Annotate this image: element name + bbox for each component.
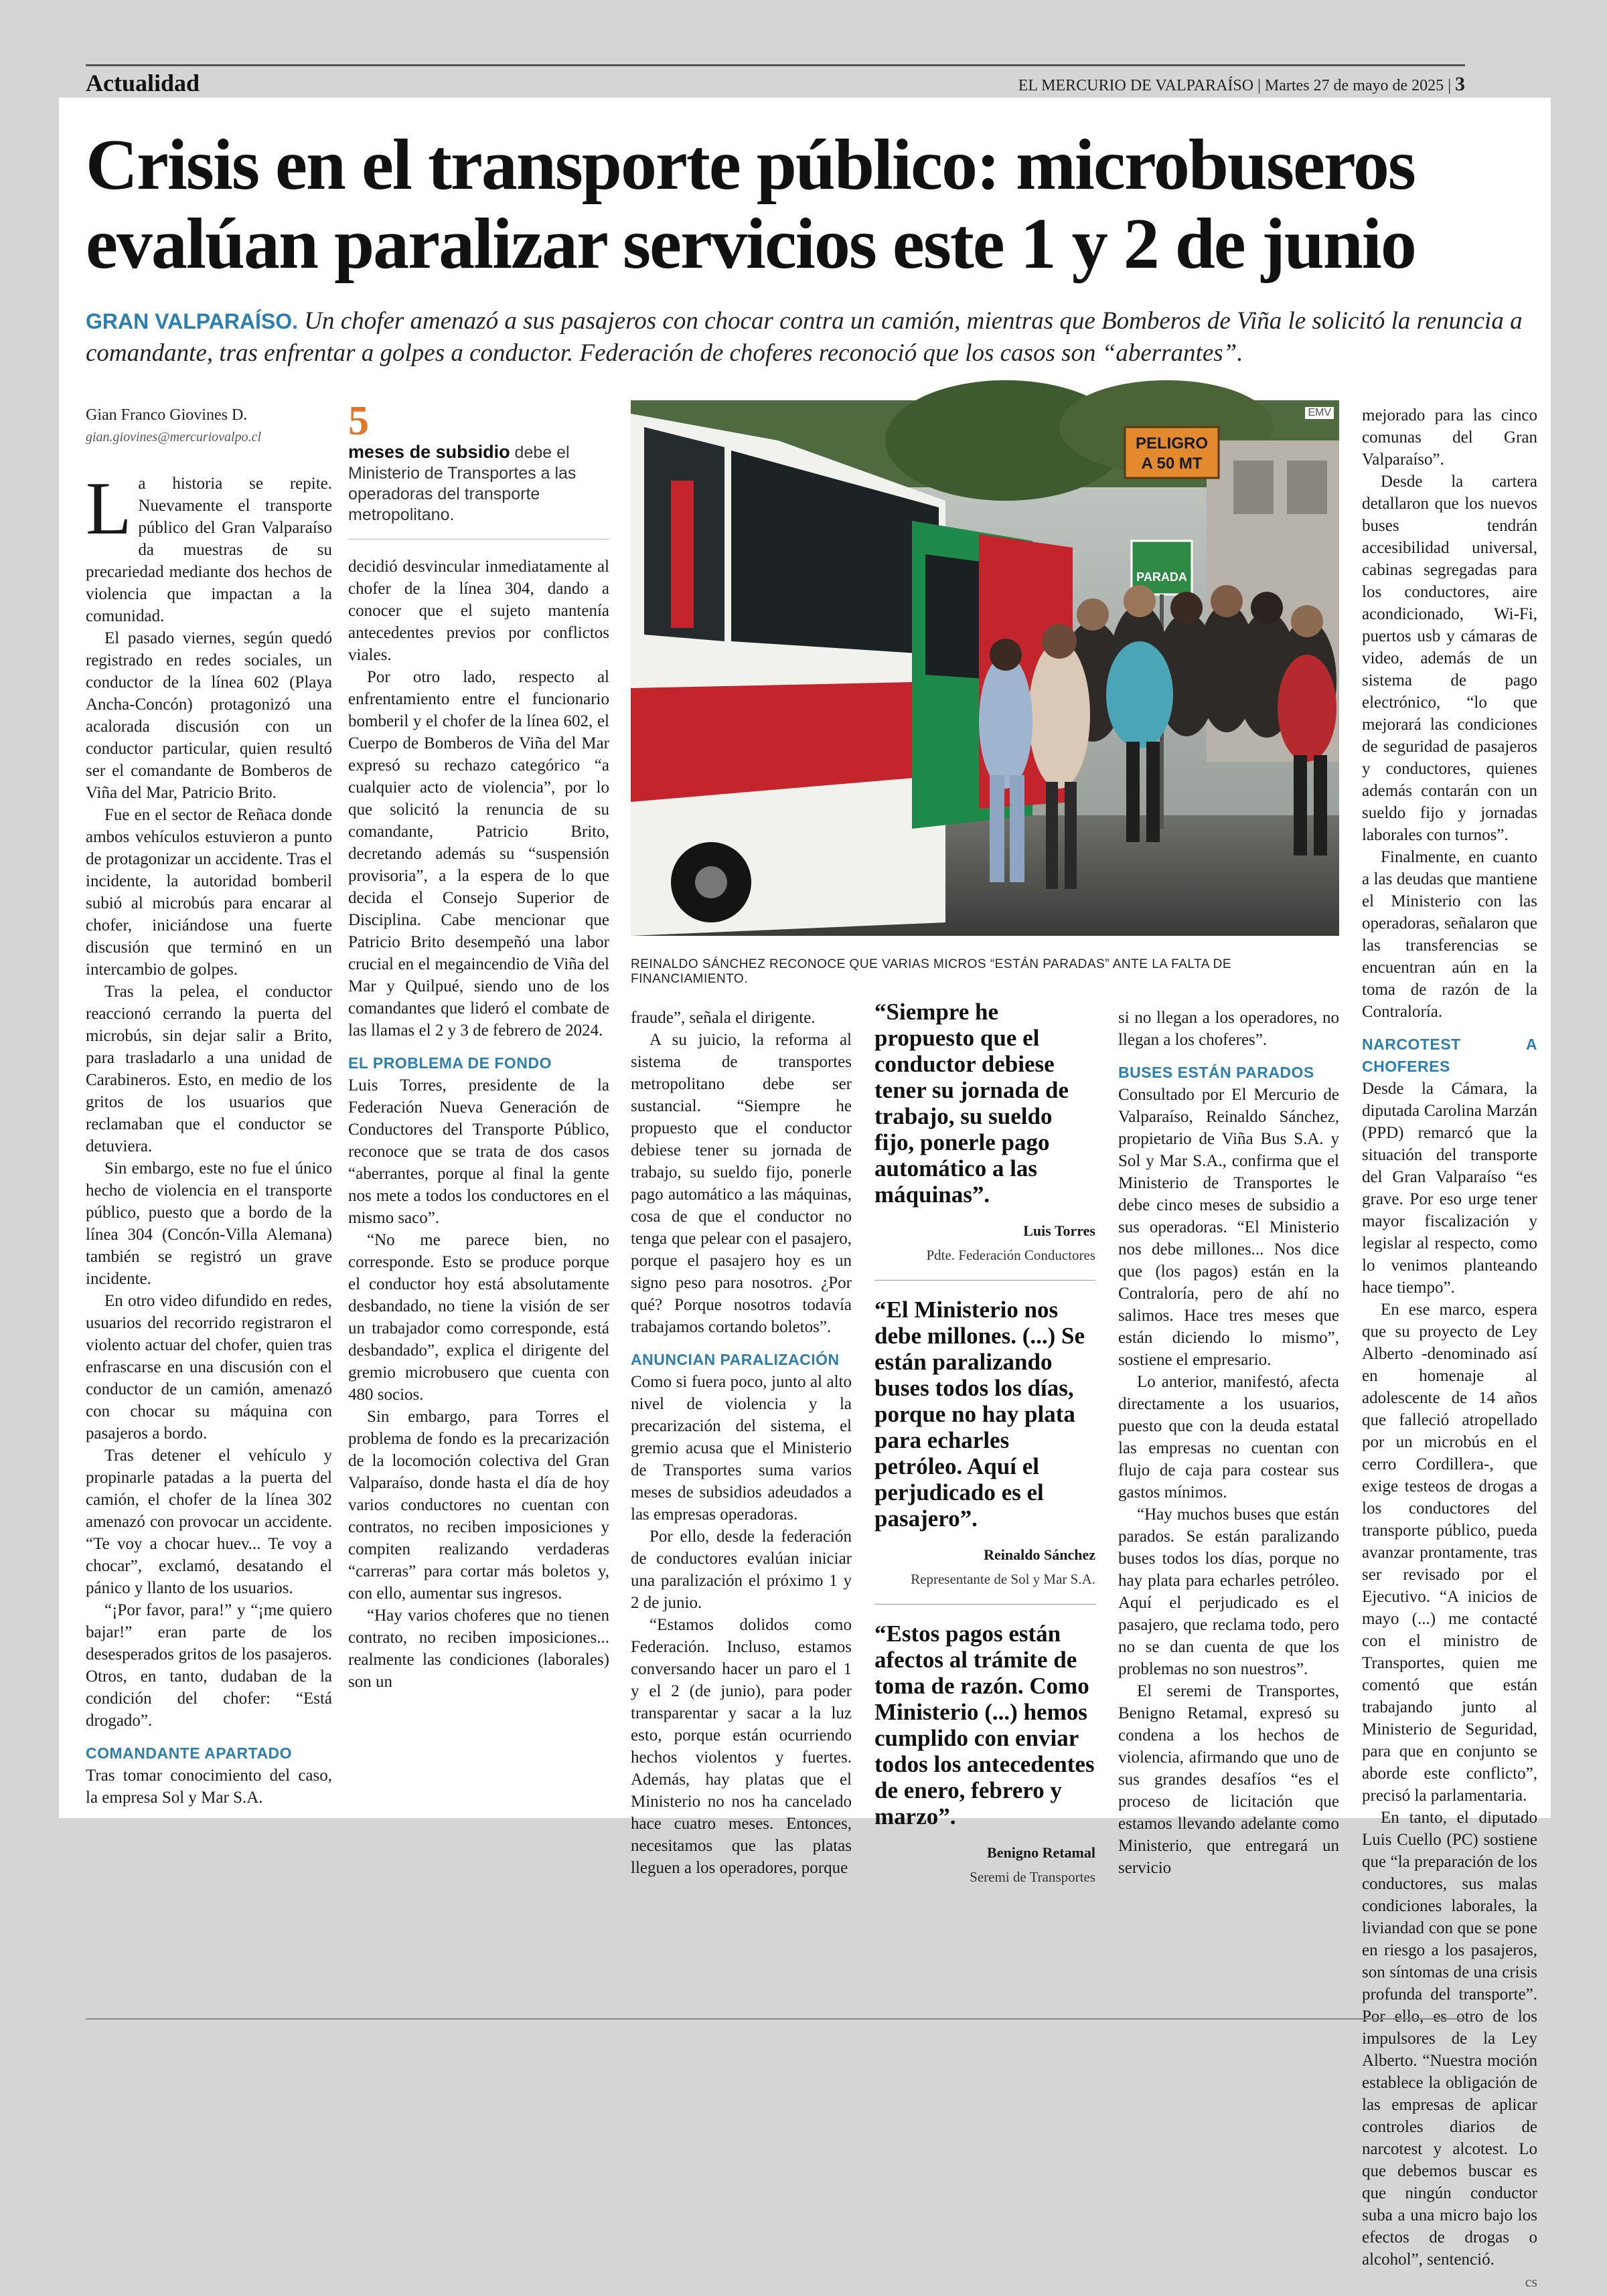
- photo: [631, 400, 1339, 936]
- column-2: [348, 400, 609, 1993]
- paragraph: En tanto, el diputado Luis Cuello (PC) sostiene que “la preparación de los conductores, sus malas condiciones laborales, la liviandad con que se pone en riesgo a los pasajeros, son síntomas de una crisis profunda del transporte”. Por ello, es otro de los impulsores de la Ley Alberto. “Nuestra moción establece la obligación de las empresas de aplicar controles diarios de narcotest y alcotest. Lo que debemos buscar es que ningún conductor suba a una micro bajo los efectos de drogas o alcohol”, sentenció.: [1362, 1809, 1537, 2269]
- quote-role: Representante de Sol y Mar S.A.: [911, 1571, 1095, 1587]
- author-email: gian.giovines@mercuriovalpo.cl: [86, 430, 262, 444]
- quote-author: Reinaldo Sánchez: [984, 1546, 1095, 1563]
- subhead-narcotest: NARCOTEST A CHOFERES: [1362, 1036, 1537, 1075]
- photo-credit: EMV: [1305, 407, 1334, 419]
- paragraph: Consultado por El Mercurio de Valparaíso, Reinaldo Sánchez, propietario de Viña Bus S.A. y Sol y Mar S.A., confirma que el Ministerio de Transportes le debe cinco meses de subsidio a sus operadoras. “El Ministerio nos debe millones... Nos dice que (los pagos) están en la Contraloría, pero de ahí no salimos. Hace tres meses que están diciendo lo mismo”, sostiene el empresario.: [1118, 1086, 1339, 1369]
- masthead: EL MERCURIO DE VALPARAÍSO | Martes 27 de mayo de 2025 | 3: [1018, 73, 1465, 95]
- stat-bold: meses de subsidio: [348, 442, 510, 462]
- quote-role: Seremi de Transportes: [970, 1869, 1095, 1885]
- column-1: [86, 404, 332, 2004]
- divider: [874, 1604, 1095, 1605]
- photo-sign-peligro: PELIGRO: [1135, 434, 1209, 453]
- paragraph: Tras tomar conocimiento del caso, la empresa Sol y Mar S.A.: [86, 1767, 332, 1807]
- section-label: Actualidad: [86, 70, 200, 96]
- paragraph: Por otro lado, respecto al enfrentamiento entre el funcionario bomberil y el chofer de la línea 602, el Cuerpo de Bomberos de Viña del Mar expresó su rechazo categórico “a cualquier acto de violencia”, por lo que solicitó la renuncia de su comandante, Patricio Brito, decretando además su “suspensión provisoria”, a la espera de lo que decida el Consejo Superior de Disciplina. Cabe mencionar que Patricio Brito desempeñó una labor crucial en el megaincendio de Viña del Mar y Quilpué, siendo uno de los comandantes que lideró el combate de las llamas el 2 y 3 de febrero de 2024.: [348, 668, 609, 1040]
- stat-number: 5: [348, 398, 369, 444]
- quote-author: Luis Torres: [1023, 1222, 1095, 1239]
- paragraph: Desde la Cámara, la diputada Carolina Marzán (PPD) remarcó que la situación del transporte del Gran Valparaíso “es grave. Por eso urge tener mayor fiscalización y legislar al respecto, como lo venimos planteando hace tiempo”.: [1362, 1080, 1537, 1297]
- paragraph: Tras la pelea, el conductor reaccionó cerrando la puerta del microbús, sin dejar salir a Brito, para trasladarlo a una unidad de Carabineros. Esto, en medio de los gritos de los usuarios que reclamaban que el conductor se detuviera.: [86, 983, 332, 1155]
- paragraph: fraude”, señala el dirigente.: [631, 1009, 816, 1027]
- pull-quote-1: “Siempre he propuesto que el conductor debiese tener su jornada de trabajo, su sueldo fijo, ponerle pago automático a las máquinas”.: [874, 999, 1069, 1208]
- paragraph: “Hay varios choferes que no tienen contrato, no reciben imposiciones... realmente las condiciones (laborales) son un: [348, 1607, 609, 1691]
- paragraph: Lo anterior, manifestó, afecta directamente a los usuarios, puesto que con la deuda estatal las empresas no cuentan con flujo de caja para costear sus gastos mínimos.: [1118, 1373, 1339, 1501]
- page-header: [86, 64, 1465, 98]
- paragraph: Finalmente, en cuanto a las deudas que mantiene el Ministerio con las operadoras, señalaron que las transferencias se encuentran aún en la toma de razón de la Contraloría.: [1362, 848, 1537, 1021]
- photo-sign-parada: PARADA: [1136, 570, 1187, 584]
- byline: Gian Franco Giovines D.: [86, 406, 248, 424]
- article-page: [59, 98, 1551, 2290]
- photo-image: [631, 400, 1339, 936]
- paragraph: Sin embargo, este no fue el único hecho de violencia en el transporte público, puesto que a bordo de la línea 304 (Concón-Villa Alemana) también se registró un grave incidente.: [86, 1159, 332, 1288]
- paragraph: El seremi de Transportes, Benigno Retamal, expresó su condena a los hechos de violencia, afirmando que uno de sus grandes desafíos “es el proceso de licitación que estamos llevando adelante como Ministerio, que entregará un servicio: [1118, 1682, 1339, 1877]
- divider: [874, 1280, 1095, 1281]
- stat-text: debe el Ministerio de Transportes a las operadoras del transporte metropolitano.: [348, 443, 577, 524]
- column-6: [1362, 404, 1537, 2290]
- deck-kicker: GRAN VALPARAÍSO.: [86, 309, 299, 333]
- subhead-paralizacion: ANUNCIAN PARALIZACIÓN: [631, 1351, 840, 1368]
- paragraph: En ese marco, espera que su proyecto de Ley Alberto -denominado así en homenaje al adolescente de 14 años que falleció atropellado por un microbús en el cerro Cordillera-, que exige testeos de drogas a los conductores del transporte público, pueda avanzar prontamente, tras ser revisado por el Ejecutivo. “A inicios de mayo (...) me contacté con el ministro de Transportes, quien me comentó que están trabajando junto al Ministerio de Seguridad, para que en conjunto se aborde este conflicto”, precisó la parlamentaria.: [1362, 1301, 1537, 1805]
- dropcap: L: [86, 467, 132, 550]
- paragraph: decidió desvincular inmediatamente al chofer de la línea 304, dando a conocer que el sujeto mantenía antecedentes previos por conflictos viales.: [348, 558, 609, 664]
- pull-quote-3: “Estos pagos están afectos al trámite de toma de razón. Como Ministerio (...) hemos cumplido con enviar todos los antecedentes de enero, febrero y marzo”.: [874, 1621, 1095, 1829]
- paragraph: A su juicio, la reforma al sistema de transportes metropolitano debe ser sustancial. “Siempre he propuesto que el conductor debiese tener su jornada de trabajo, su sueldo fijo, ponerle pago automático a las máquinas, cosa de que el conductor no tenga que pelear con el pasajero, porque el pasajero hoy es un signo peso para nosotros. ¿Por qué? Porque nosotros todavía trabajamos cortando boletos”.: [631, 1031, 852, 1336]
- paragraph: mejorado para las cinco comunas del Gran Valparaíso”.: [1362, 406, 1537, 469]
- column-5: [1118, 1007, 1339, 1991]
- paragraph: “Hay muchos buses que están parados. Se están paralizando buses todos los días, porque no hay plata para echarles petróleo. Aquí el perjudicado es el pasajero, que reclama todo, pero no se dan cuenta de que los problemas no son nuestros”.: [1118, 1505, 1339, 1678]
- quote-role: Pdte. Federación Conductores: [926, 1247, 1095, 1263]
- paragraph: “¡Por favor, para!” y “¡me quiero bajar!” eran parte de los desesperados gritos de los pasajeros. Otros, en tanto, dudaban de la condición del chofer: “Está drogado”.: [86, 1601, 332, 1730]
- paragraph: Luis Torres, presidente de la Federación Nueva Generación de Conductores del Transporte Público, reconoce que se trata de dos casos “aberrantes, porque al final la gente nos mete a todos los conductores en el mismo saco”.: [348, 1076, 609, 1227]
- photo-caption: REINALDO SÁNCHEZ RECONOCE QUE VARIAS MICROS “ESTÁN PARADAS” ANTE LA FALTA DE FINANCIAMIENTO.: [631, 957, 1232, 986]
- headline: Crisis en el transporte público: microbuseros evalúan paralizar servicios este 1 y 2 de junio: [86, 125, 1415, 284]
- paragraph: Por ello, desde la federación de conductores evalúan iniciar una paralización el próximo 1 y 2 de junio.: [631, 1528, 852, 1612]
- paragraph: Tras detener el vehículo y propinarle patadas a la puerta del camión, el chofer de la línea 302 amenazó con provocar un accidente. “Te voy a chocar huev... Te voy a chocar”, exclamó, desatando el pánico y llanto de los usuarios.: [86, 1447, 332, 1597]
- paragraph: En otro video difundido en redes, usuarios del recorrido registraron el violento actuar del chofer, quien tras enfrascarse en una discusión con el conductor de un camión, amenazó con chocar su máquina con pasajeros a bordo.: [86, 1292, 332, 1443]
- column-3: [631, 1007, 852, 1991]
- paragraph: “Estamos dolidos como Federación. Incluso, estamos conversando hacer un paro el 1 y el 2 (de junio), para poder transparentar y sacar a la luz esto, porque están ocurriendo hechos violentos y fuertes. Además, hay platas que el Ministerio no nos ha cancelado hace cuatro meses. Entonces, necesitamos que las platas lleguen a los operadores, porque: [631, 1616, 852, 1877]
- paragraph: Desde la cartera detallaron que los nuevos buses tendrán accesibilidad universal, cabinas segregadas para los conductores, aire acondicionado, Wi-Fi, puertos usb y cámaras de video, además de un sistema de pago electrónico, “lo que mejorará las condiciones de seguridad de pasajeros y conductores, quienes además contarán con un sueldo fijo y jornadas laborales con turnos”.: [1362, 473, 1537, 844]
- publication-name: EL MERCURIO DE VALPARAÍSO: [1018, 77, 1254, 94]
- paragraph: Sin embargo, para Torres el problema de fondo es la precarización de la locomoción colectiva del Gran Valparaíso, donde hasta el día de hoy varios conductores no cuentan con contratos, no reciben imposiciones y compiten realizando verdaderas “carreras” para cortar más boletos y, con ello, aumentar sus ingresos.: [348, 1408, 609, 1603]
- paragraph: Fue en el sector de Reñaca donde ambos vehículos estuvieron a punto de protagonizar un accidente. Tras el incidente, la autoridad bomberil subió al microbús para encarar al chofer, iniciándose una fuerte discusión que terminó en un intercambio de golpes.: [86, 806, 332, 979]
- paragraph: El pasado viernes, según quedó registrado en redes sociales, un conductor de la línea 602 (Playa Ancha-Concón) protagonizó una acalorada discusión con un conductor particular, quien resultó ser el comandante de Bomberos de Viña del Mar, Patricio Brito.: [86, 629, 332, 802]
- subhead-parados: BUSES ESTÁN PARADOS: [1118, 1064, 1314, 1081]
- photo-sign-distance: A 50 MT: [1141, 455, 1203, 473]
- paragraph: Como si fuera poco, junto al alto nivel de violencia y la precarización del sistema, el gremio acusa que el Ministerio de Transportes suma varios meses de subsidios adeudados a las empresas operadoras.: [631, 1373, 852, 1524]
- page-number: 3: [1455, 73, 1465, 95]
- bottom-divider: [86, 2018, 1465, 2020]
- lead-text: a historia se repite. Nuevamente el transporte público del Gran Valparaíso da muestras de su precariedad mediante dos hechos de violencia que impactan a la comunidad.: [86, 475, 332, 625]
- quote-author: Benigno Retamal: [987, 1844, 1095, 1861]
- pull-quote-2: “El Ministerio nos debe millones. (...) Se están paralizando buses todos los días, porque no hay plata para echarles petróleo. Aquí el perjudicado es el pasajero”.: [874, 1297, 1085, 1532]
- subhead-comandante: COMANDANTE APARTADO: [86, 1744, 293, 1762]
- paragraph: “No me parece bien, no corresponde. Esto se produce porque el conductor hoy está absolutamente desbandado, no tiene la visión de ser un trabajador como corresponde, está desbandado”, explica el dirigente del gremio microbusero que cuenta con 480 socios.: [348, 1231, 609, 1404]
- deck-text: Un chofer amenazó a sus pasajeros con chocar contra un camión, mientras que Bomberos de Viña le solicitó la renuncia a comandante, tras enfrentar a golpes a conductor. Federación de choferes reconoció que los casos son “aberrantes”.: [86, 307, 1523, 367]
- publication-date: Martes 27 de mayo de 2025: [1264, 77, 1444, 94]
- end-mark: cs: [1525, 2273, 1537, 2290]
- stat-box: [348, 442, 609, 525]
- divider: [348, 539, 609, 540]
- subhead-fondo: EL PROBLEMA DE FONDO: [348, 1054, 552, 1072]
- paragraph: si no llegan a los operadores, no llegan a los choferes”.: [1118, 1009, 1339, 1049]
- quotes-column: [874, 999, 1095, 1989]
- lead-paragraph: [86, 467, 332, 627]
- deck: [86, 305, 1525, 370]
